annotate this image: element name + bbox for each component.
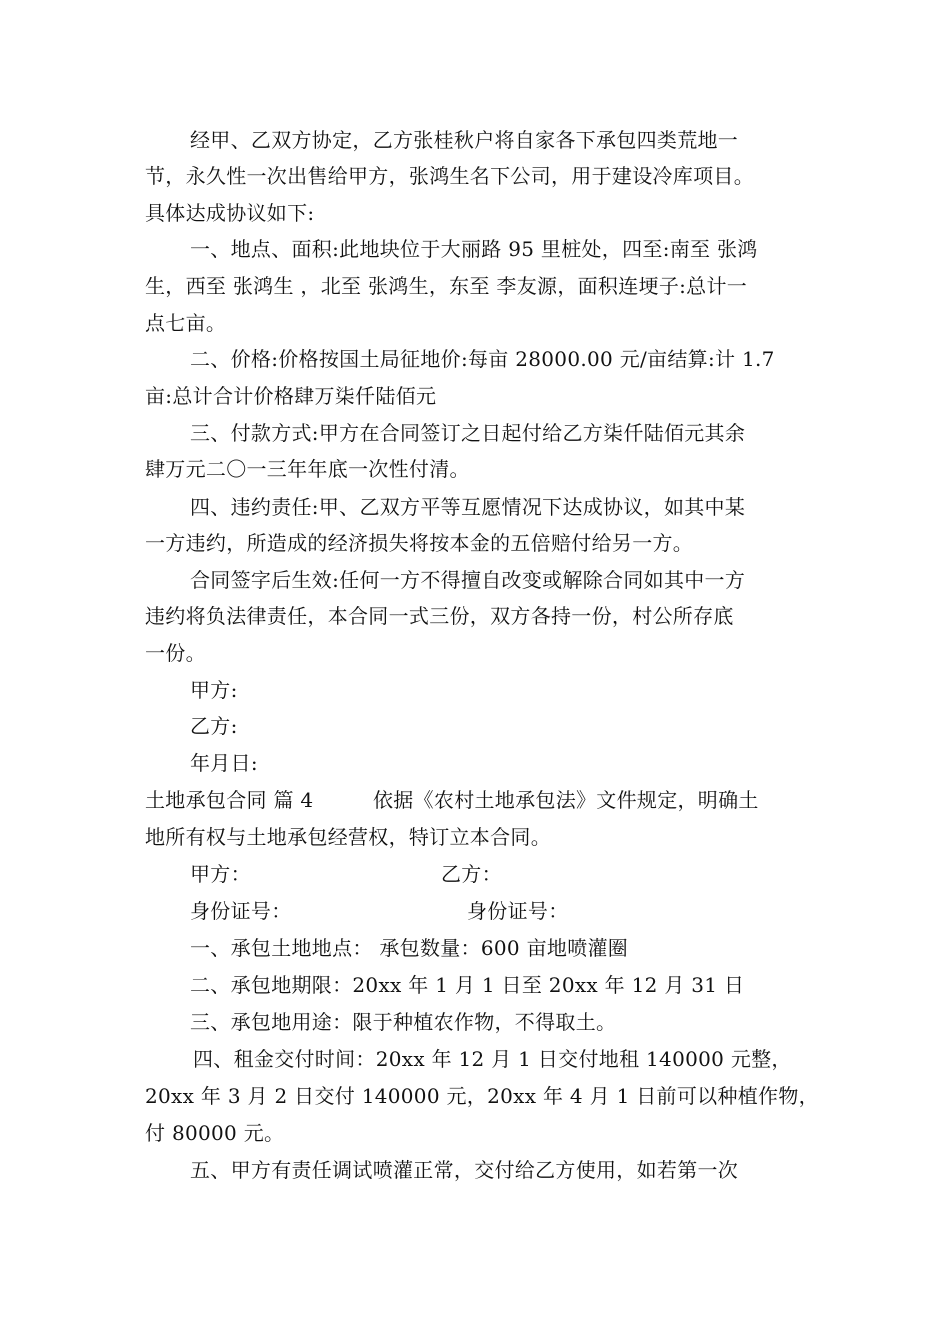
clause-effective-line-3: 一份。 [145, 641, 206, 665]
clause-location-line-2: 生，西至 张鸿生 ，北至 张鸿生，东至 李友源，面积连埂子:总计一 [145, 274, 748, 298]
party-a-field: 甲方： [190, 862, 251, 886]
clause-4-rent-line-2: 20xx 年 3 月 2 日交付 140000 元，20xx 年 4 月 1 日前可以种植作物， [145, 1084, 819, 1108]
clause-2-term: 二、承包地期限：20xx 年 1 月 1 日至 20xx 年 12 月 31 日 [190, 973, 745, 997]
clause-liability-line-1: 四、违约责任:甲、乙双方平等互愿情况下达成协议，如其中某 [190, 495, 746, 519]
party-b-label: 乙方: [190, 714, 238, 738]
clause-1-location: 一、承包土地地点： 承包数量：600 亩地喷灌圈 [190, 936, 629, 960]
party-a-id-field: 身份证号： [190, 899, 292, 923]
section-intro-line-1: 依据《农村土地承包法》文件规定，明确土 [373, 788, 759, 812]
party-b-id-field: 身份证号： [467, 899, 569, 923]
clause-price-line-2: 亩:总计合计价格肆万柒仟陆佰元 [145, 384, 437, 408]
para-intro-line-1: 经甲、乙双方协定，乙方张桂秋户将自家各下承包四类荒地一 [190, 128, 739, 152]
party-a-label: 甲方: [190, 678, 238, 702]
clause-effective-line-1: 合同签字后生效:任何一方不得擅自改变或解除合同如其中一方 [190, 568, 746, 592]
clause-payment-line-2: 肆万元二〇一三年年底一次性付清。 [145, 457, 470, 481]
section-intro-line-2: 地所有权与土地承包经营权，特订立本合同。 [145, 825, 551, 849]
clause-effective-line-2: 违约将负法律责任，本合同一式三份，双方各持一份，村公所存底 [145, 604, 734, 628]
clause-4-rent-line-1: 四、租金交付时间：20xx 年 12 月 1 日交付地租 140000 元整， [193, 1047, 792, 1071]
clause-4-rent-line-3: 付 80000 元。 [145, 1121, 285, 1145]
clause-location-line-1: 一、地点、面积:此地块位于大丽路 95 里桩处，四至:南至 张鸿 [190, 237, 758, 261]
clause-3-use: 三、承包地用途：限于种植农作物，不得取土。 [190, 1010, 617, 1034]
clause-location-line-3: 点七亩。 [145, 311, 227, 335]
clause-payment-line-1: 三、付款方式:甲方在合同签订之日起付给乙方柒仟陆佰元其余 [190, 421, 746, 445]
para-intro-line-2: 节，永久性一次出售给甲方，张鸿生名下公司，用于建设冷库项目。 [145, 164, 754, 188]
party-b-field: 乙方： [441, 862, 502, 886]
clause-price-line-1: 二、价格:价格按国土局征地价:每亩 28000.00 元/亩结算:计 1.7 [190, 347, 775, 371]
clause-liability-line-2: 一方违约，所造成的经济损失将按本金的五倍赔付给另一方。 [145, 531, 694, 555]
date-label: 年月日: [190, 751, 258, 775]
para-intro-line-3: 具体达成协议如下: [145, 201, 315, 225]
clause-5-line-1: 五、甲方有责任调试喷灌正常，交付给乙方使用，如若第一次 [190, 1158, 739, 1182]
section-title: 土地承包合同 篇 4 [145, 788, 314, 812]
